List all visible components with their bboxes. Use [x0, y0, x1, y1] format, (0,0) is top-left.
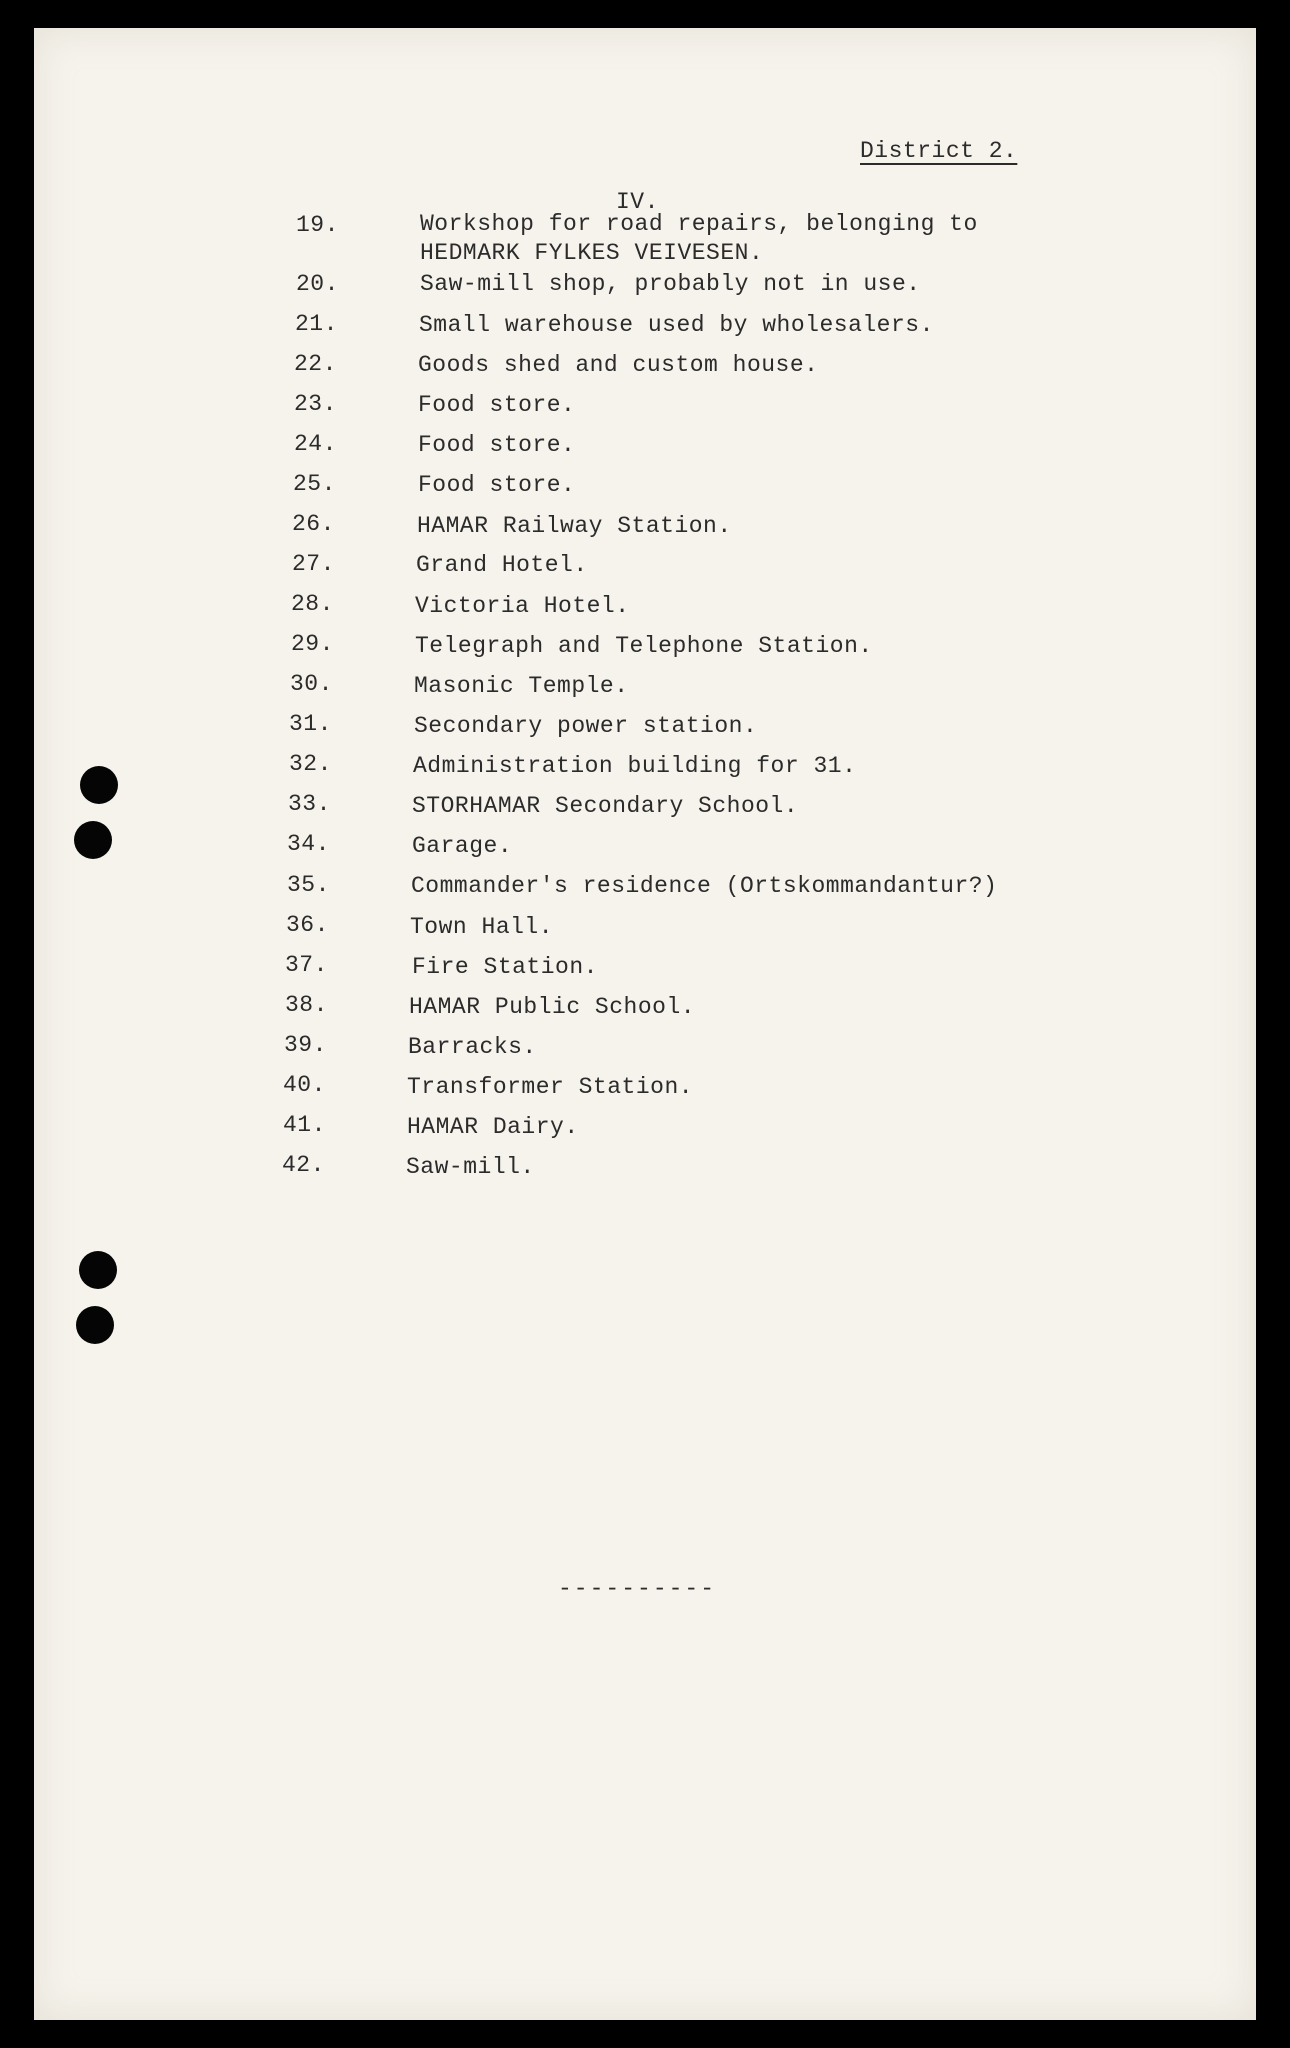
entry-description: Grand Hotel. [416, 552, 588, 578]
entry-description: Telegraph and Telephone Station. [415, 633, 873, 659]
section-number: IV. [616, 189, 659, 215]
entry-number: 22. [294, 351, 337, 377]
entry-number: 36. [286, 912, 329, 938]
entry-description: Secondary power station. [414, 713, 758, 739]
entry-description: STORHAMAR Secondary School. [412, 793, 799, 819]
entry-number: 23. [294, 391, 337, 417]
entry-number: 28. [291, 591, 334, 617]
entry-number: 30. [290, 671, 333, 697]
entry-description: Food store. [418, 472, 576, 498]
entry-number: 32. [289, 751, 332, 777]
entry-number: 29. [291, 631, 334, 657]
entry-description: Goods shed and custom house. [418, 352, 819, 378]
entry-description: Commander's residence (Ortskommandantur?) [411, 873, 998, 899]
entry-number: 19. [296, 212, 339, 238]
entry-number: 39. [284, 1032, 327, 1058]
entry-description: Town Hall. [410, 914, 554, 940]
entry-description: Administration building for 31. [413, 753, 857, 779]
entry-description: Small warehouse used by wholesalers. [419, 312, 934, 338]
entry-description: Saw-mill shop, probably not in use. [420, 271, 921, 297]
district-heading: District 2. [860, 138, 1018, 164]
punch-hole [79, 1251, 117, 1289]
entry-number: 38. [285, 992, 328, 1018]
entry-description: Saw-mill. [406, 1154, 535, 1180]
entry-number: 25. [293, 471, 336, 497]
entry-number: 35. [287, 872, 330, 898]
entry-number: 37. [285, 952, 328, 978]
entry-number: 42. [282, 1152, 325, 1178]
entry-description: HAMAR Dairy. [407, 1114, 579, 1140]
entry-number: 40. [283, 1072, 326, 1098]
entry-number: 21. [295, 311, 338, 337]
punch-hole [76, 1306, 114, 1344]
closing-separator: ---------- [558, 1576, 717, 1602]
document-page [34, 28, 1256, 2020]
entry-description: Transformer Station. [407, 1074, 694, 1100]
entry-description: Food store. [418, 432, 576, 458]
entry-number: 33. [288, 791, 331, 817]
entry-description: Victoria Hotel. [415, 593, 630, 619]
entry-description: Masonic Temple. [414, 673, 629, 699]
entry-number: 34. [287, 831, 330, 857]
entry-description: Workshop for road repairs, belonging to HEDMARK FYLKES VEIVESEN. [420, 211, 978, 266]
punch-hole [80, 766, 118, 804]
entry-number: 20. [296, 271, 339, 297]
entry-number: 27. [292, 551, 335, 577]
punch-hole [74, 821, 112, 859]
entry-description: HAMAR Railway Station. [417, 513, 732, 539]
entry-number: 31. [289, 711, 332, 737]
entry-description: Food store. [418, 392, 576, 418]
entry-list [34, 28, 1256, 2020]
entry-description: Barracks. [408, 1034, 537, 1060]
entry-description: HAMAR Public School. [409, 994, 696, 1020]
entry-number: 24. [294, 431, 337, 457]
entry-description: Garage. [412, 833, 513, 859]
entry-number: 41. [283, 1112, 326, 1138]
entry-description: Fire Station. [412, 954, 598, 980]
entry-number: 26. [292, 511, 335, 537]
